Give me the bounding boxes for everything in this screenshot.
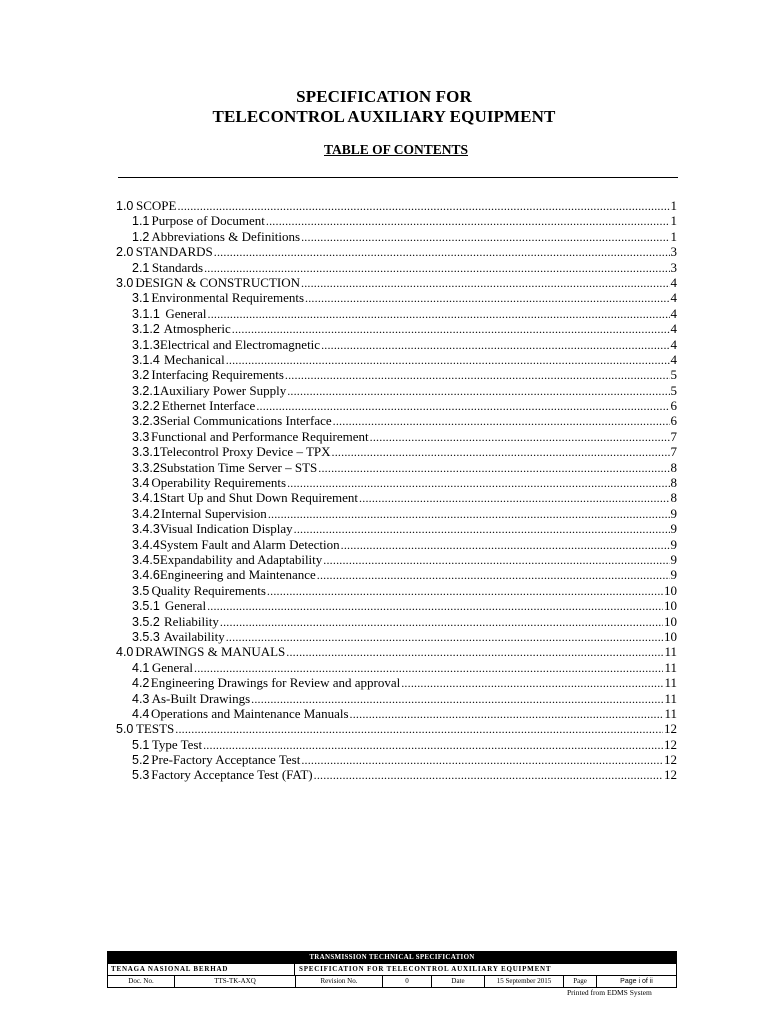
toc-entry-title: Abbreviations & Definitions [151, 228, 301, 244]
toc-entry-title: Environmental Requirements [151, 290, 305, 306]
toc-dot-leader [203, 738, 663, 753]
toc-entry [116, 444, 677, 459]
toc-entry-page: 10 [664, 613, 677, 629]
toc-entry-number: 3.1.3 [132, 337, 160, 352]
toc-entry [116, 506, 677, 521]
document-title-line-2: TELECONTROL AUXILIARY EQUIPMENT [212, 107, 556, 126]
toc-entry [116, 614, 677, 629]
toc-entry-title: Substation Time Server – STS [159, 459, 318, 475]
footer-meta-row [108, 975, 676, 987]
toc-entry-page: 4 [670, 351, 677, 367]
toc-entry-page: 12 [664, 752, 677, 768]
footer-band-text: TRANSMISSION TECHNICAL SPECIFICATION [309, 953, 475, 961]
toc-dot-leader [294, 522, 670, 537]
toc-entry [116, 244, 677, 259]
toc-dot-leader [251, 692, 663, 707]
toc-entry-number: 3.2.2 [132, 399, 160, 414]
table-of-contents [116, 198, 677, 783]
toc-entry-number: 4.1 [132, 660, 150, 675]
footer-company: TENAGA NASIONAL BERHAD [111, 965, 229, 973]
toc-entry [116, 198, 677, 213]
toc-dot-leader [214, 245, 670, 260]
toc-dot-leader [301, 753, 663, 768]
footer-doc-no-label: Doc. No. [128, 977, 154, 985]
toc-entry-title: Ethernet Interface [161, 398, 256, 414]
toc-entry-page: 12 [664, 767, 677, 783]
toc-entry-page: 10 [664, 598, 677, 614]
toc-heading: TABLE OF CONTENTS [323, 142, 469, 157]
toc-entry [116, 767, 677, 782]
toc-dot-leader [268, 507, 670, 522]
toc-entry-number: 3.0 [116, 275, 134, 290]
toc-dot-leader [256, 399, 669, 414]
toc-entry-page: 11 [664, 705, 677, 721]
toc-entry-page: 8 [670, 459, 677, 475]
toc-dot-leader [317, 568, 670, 583]
toc-entry-title: Operability Requirements [151, 475, 287, 491]
toc-dot-leader [401, 676, 663, 691]
toc-entry-page: 12 [664, 721, 677, 737]
toc-dot-leader [333, 414, 670, 429]
toc-entry-title: Factory Acceptance Test (FAT) [151, 767, 313, 783]
toc-entry-page: 11 [664, 675, 677, 691]
toc-entry-title: Quality Requirements [151, 582, 266, 598]
toc-entry-number: 3.4.6 [132, 568, 160, 583]
toc-entry [116, 644, 677, 659]
toc-entry-title: Serial Communications Interface [159, 413, 332, 429]
toc-entry-number: 1.1 [132, 214, 150, 229]
toc-entry-number: 3.4.4 [132, 537, 160, 552]
toc-dot-leader [175, 722, 663, 737]
toc-entry-title: Visual Indication Display [159, 521, 293, 537]
toc-entry-number: 3.4.2 [132, 506, 160, 521]
toc-entry-title: Purpose of Document [151, 213, 265, 229]
toc-entry-title: SCOPE [135, 198, 177, 213]
toc-dot-leader [226, 630, 663, 645]
toc-entry-page: 9 [670, 521, 677, 537]
toc-entry-number: 5.2 [132, 753, 150, 768]
toc-dot-leader [267, 584, 663, 599]
toc-entry [116, 367, 677, 382]
toc-dot-leader [305, 291, 669, 306]
toc-entry-title: General [151, 659, 193, 675]
toc-dot-leader [220, 615, 663, 630]
toc-entry-number: 5.0 [116, 722, 134, 737]
toc-entry-page: 1 [670, 228, 677, 244]
toc-entry-title: Pre-Factory Acceptance Test [151, 752, 301, 768]
toc-entry-title: Reliability [164, 613, 219, 629]
toc-entry-title: Telecontrol Proxy Device – TPX [159, 444, 331, 460]
toc-entry [116, 321, 677, 336]
toc-entry-page: 3 [670, 244, 677, 260]
toc-dot-leader [332, 445, 670, 460]
toc-entry-title: Electrical and Electromagnetic [159, 336, 321, 352]
toc-entry [116, 229, 677, 244]
toc-entry [116, 337, 677, 352]
toc-entry-title: Atmospheric [163, 321, 231, 337]
toc-entry [116, 737, 677, 752]
toc-entry-title: DRAWINGS & MANUALS [135, 644, 286, 660]
header-divider [118, 177, 678, 178]
toc-entry [116, 306, 677, 321]
toc-entry [116, 213, 677, 228]
toc-entry-number: 3.5.1 [132, 599, 160, 614]
toc-entry-title: Mechanical [164, 351, 225, 367]
toc-entry-title: Expandability and Adaptability [159, 551, 323, 567]
toc-entry-number: 5.1 [132, 737, 150, 752]
toc-entry-page: 10 [664, 628, 677, 644]
toc-entry [116, 383, 677, 398]
toc-entry-title: Standards [151, 259, 204, 275]
toc-entry-page: 11 [664, 659, 677, 675]
toc-dot-leader [208, 307, 670, 322]
toc-entry [116, 660, 677, 675]
toc-entry-number: 3.1.1 [132, 306, 160, 321]
toc-entry-number: 1.0 [116, 199, 134, 213]
toc-entry-title: STANDARDS [135, 244, 213, 260]
footer-doc-no: TTS-TK-AXQ [174, 976, 295, 987]
toc-entry [116, 706, 677, 721]
toc-entry-number: 3.1 [132, 291, 150, 306]
toc-dot-leader [323, 553, 669, 568]
toc-entry [116, 552, 677, 567]
toc-entry-page: 11 [664, 644, 677, 660]
toc-entry-page: 9 [670, 505, 677, 521]
toc-entry [116, 429, 677, 444]
toc-entry-number: 1.2 [132, 229, 150, 244]
printed-note: Printed from EDMS System [567, 988, 652, 997]
toc-entry-number: 2.1 [132, 260, 150, 275]
toc-entry-number: 3.3 [132, 429, 150, 444]
toc-dot-leader [341, 538, 670, 553]
toc-dot-leader [350, 707, 664, 722]
toc-dot-leader [314, 768, 663, 783]
toc-entry [116, 490, 677, 505]
toc-entry-page: 3 [670, 259, 677, 275]
document-title-line-1: SPECIFICATION FOR [296, 87, 472, 106]
toc-entry-number: 3.3.2 [132, 460, 160, 475]
footer-revision: 0 [382, 976, 431, 987]
toc-entry [116, 721, 677, 736]
toc-entry [116, 675, 677, 690]
toc-entry-page: 8 [670, 490, 677, 506]
toc-entry-title: Availability [163, 628, 225, 644]
toc-entry-title: Operations and Maintenance Manuals [151, 705, 349, 721]
footer-title-row [108, 963, 676, 975]
toc-entry [116, 475, 677, 490]
toc-entry-number: 3.4 [132, 476, 150, 491]
toc-entry-number: 3.2.1 [132, 383, 160, 398]
toc-entry-title: General [165, 305, 207, 321]
toc-entry [116, 629, 677, 644]
toc-entry-number: 3.5.3 [132, 629, 160, 644]
toc-entry-page: 7 [670, 444, 677, 460]
toc-dot-leader [177, 199, 669, 214]
toc-entry [116, 752, 677, 767]
toc-entry-title: Start Up and Shut Down Requirement [159, 490, 359, 506]
toc-entry-page: 6 [670, 413, 677, 429]
toc-entry-number: 4.4 [132, 706, 150, 721]
toc-entry-title: As-Built Drawings [151, 690, 251, 706]
toc-dot-leader [318, 461, 669, 476]
toc-entry [116, 460, 677, 475]
toc-dot-leader [359, 491, 669, 506]
toc-entry-page: 4 [670, 336, 677, 352]
toc-entry-title: DESIGN & CONSTRUCTION [135, 274, 300, 290]
footer-page-label: Page [563, 976, 596, 987]
toc-entry [116, 352, 677, 367]
footer-spec-title: SPECIFICATION FOR TELECONTROL AUXILIARY EQUIPMENT [294, 964, 676, 975]
toc-entry-number: 3.4.1 [132, 491, 160, 506]
toc-entry-page: 8 [670, 475, 677, 491]
toc-dot-leader [204, 261, 669, 276]
toc-entry-number: 4.2 [132, 676, 150, 691]
toc-dot-leader [370, 430, 670, 445]
toc-dot-leader [301, 276, 670, 291]
toc-entry-page: 4 [670, 305, 677, 321]
toc-entry-title: Engineering Drawings for Review and approval [150, 675, 401, 691]
toc-entry [116, 260, 677, 275]
footer-table [107, 951, 677, 988]
toc-entry-title: Internal Supervision [161, 505, 267, 521]
toc-entry-page: 4 [670, 290, 677, 306]
toc-dot-leader [194, 661, 663, 676]
toc-dot-leader [301, 230, 669, 245]
footer-page: Page i of ii [596, 976, 676, 987]
toc-entry-title: Auxiliary Power Supply [159, 382, 287, 398]
toc-entry [116, 598, 677, 613]
toc-entry-number: 5.3 [132, 768, 150, 783]
toc-entry-number: 3.5.2 [132, 614, 160, 629]
toc-entry-number: 4.0 [116, 645, 134, 660]
toc-entry-page: 7 [670, 428, 677, 444]
toc-entry [116, 275, 677, 290]
toc-entry-number: 3.2 [132, 368, 150, 383]
toc-entry-page: 1 [670, 213, 677, 229]
toc-entry-number: 3.1.2 [132, 322, 160, 337]
toc-dot-leader [232, 322, 670, 337]
toc-dot-leader [266, 214, 670, 229]
toc-entry-page: 4 [670, 274, 677, 290]
toc-entry-title: Engineering and Maintenance [159, 567, 316, 583]
toc-entry-number: 4.3 [132, 691, 150, 706]
toc-dot-leader [286, 645, 663, 660]
toc-entry-page: 5 [670, 367, 677, 383]
toc-entry-title: General [164, 598, 207, 614]
toc-entry [116, 290, 677, 305]
toc-entry-page: 1 [670, 198, 677, 213]
footer-revision-label: Revision No. [295, 976, 382, 987]
toc-dot-leader [287, 476, 669, 491]
toc-entry-number: 3.4.5 [132, 552, 160, 567]
toc-entry-page: 9 [670, 551, 677, 567]
toc-entry-page: 6 [670, 398, 677, 414]
toc-dot-leader [287, 384, 669, 399]
toc-entry-page: 10 [664, 582, 677, 598]
toc-entry [116, 583, 677, 598]
toc-entry [116, 413, 677, 428]
toc-entry [116, 537, 677, 552]
toc-entry-number: 3.5 [132, 583, 150, 598]
toc-entry-page: 11 [664, 690, 677, 706]
toc-entry [116, 521, 677, 536]
footer-date: 15 September 2015 [484, 976, 563, 987]
toc-entry-number: 3.3.1 [132, 445, 160, 460]
toc-entry [116, 398, 677, 413]
footer-band [108, 952, 676, 963]
toc-entry-title: TESTS [135, 721, 175, 737]
toc-entry-page: 12 [664, 736, 677, 752]
toc-entry-page: 9 [670, 567, 677, 583]
toc-dot-leader [226, 353, 670, 368]
toc-entry-title: Interfacing Requirements [151, 367, 284, 383]
toc-dot-leader [321, 338, 669, 353]
toc-entry-page: 4 [670, 321, 677, 337]
toc-dot-leader [285, 368, 670, 383]
footer-date-label: Date [431, 976, 484, 987]
toc-entry [116, 567, 677, 582]
toc-entry-title: Type Test [151, 736, 203, 752]
toc-entry-number: 3.2.3 [132, 414, 160, 429]
toc-entry-number: 3.4.3 [132, 522, 160, 537]
toc-entry-title: Functional and Performance Requirement [150, 428, 369, 444]
toc-entry-number: 2.0 [116, 245, 134, 260]
toc-entry-page: 9 [670, 536, 677, 552]
toc-entry-title: System Fault and Alarm Detection [159, 536, 340, 552]
toc-entry [116, 691, 677, 706]
toc-dot-leader [207, 599, 663, 614]
toc-entry-number: 3.1.4 [132, 352, 160, 367]
toc-entry-page: 5 [670, 382, 677, 398]
